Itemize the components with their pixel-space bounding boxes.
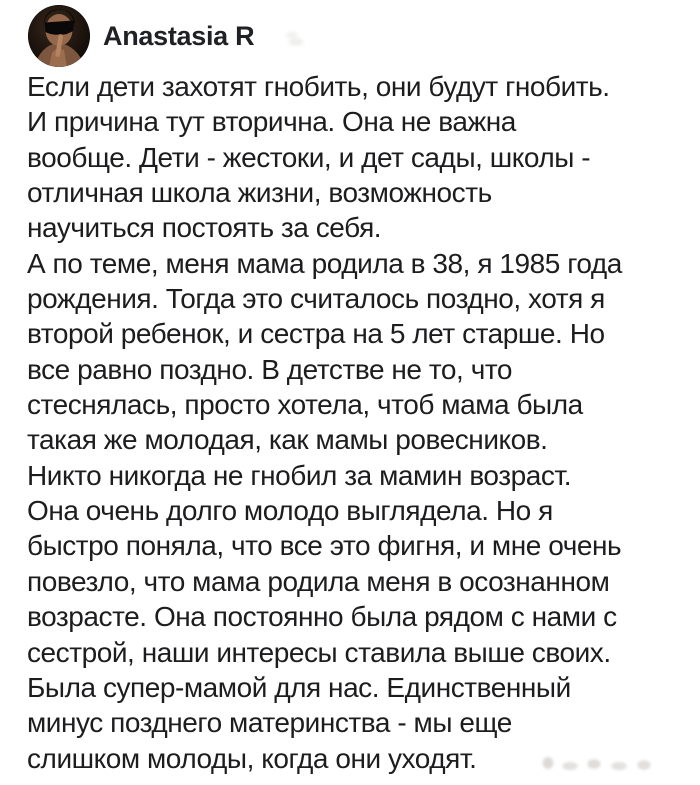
username[interactable]: Anastasia R: [103, 21, 255, 51]
text-line: И причина тут вторична. Она не важна: [27, 106, 516, 138]
avatar[interactable]: [28, 5, 90, 67]
text-line: Никто никогда не гнобил за мамин возраст.: [27, 459, 572, 491]
faint-watermark: [540, 752, 665, 774]
comment-text: [27, 69, 687, 776]
text-line: повезло, что мама родила меня в осознанном: [27, 565, 610, 597]
text-line: такая же молодая, как мамы ровесников.: [27, 424, 548, 456]
text-line: Она очень долго молодо выглядела. Но я: [27, 495, 553, 527]
text-line: минус позднего материнства - мы еще: [27, 707, 512, 739]
text-line: второй ребенок, и сестра на 5 лет старше. Но: [27, 318, 605, 350]
text-line: Была супер-мамой для нас. Единственный: [27, 671, 571, 703]
blurred-header-artifact: [282, 29, 310, 47]
text-line: рождения. Тогда это считалось поздно, хотя я: [27, 283, 605, 315]
text-line: Если дети захотят гнобить, они будут гнобить.: [27, 71, 610, 102]
text-line: быстро поняла, что все это фигня, и мне очень: [27, 530, 622, 562]
text-line: А по теме, меня мама родила в 38, я 1985 года: [27, 247, 622, 279]
text-line: возрасте. Она постоянно была рядом с нами с: [27, 601, 617, 633]
avatar-photo-icon: [28, 5, 90, 67]
text-line: научиться постоять за себя.: [27, 212, 382, 244]
text-line: вообще. Дети - жестоки, и дет сады, школы -: [27, 141, 591, 173]
text-line: сестрой, наши интересы ставила выше своих.: [27, 636, 611, 668]
text-line: отличная школа жизни, возможность: [27, 177, 492, 209]
text-line: стеснялась, просто хотела, чтоб мама была: [27, 389, 583, 421]
text-line: слишком молоды, когда они уходят.: [27, 742, 477, 774]
text-line: все равно поздно. В детстве не то, что: [27, 353, 513, 385]
